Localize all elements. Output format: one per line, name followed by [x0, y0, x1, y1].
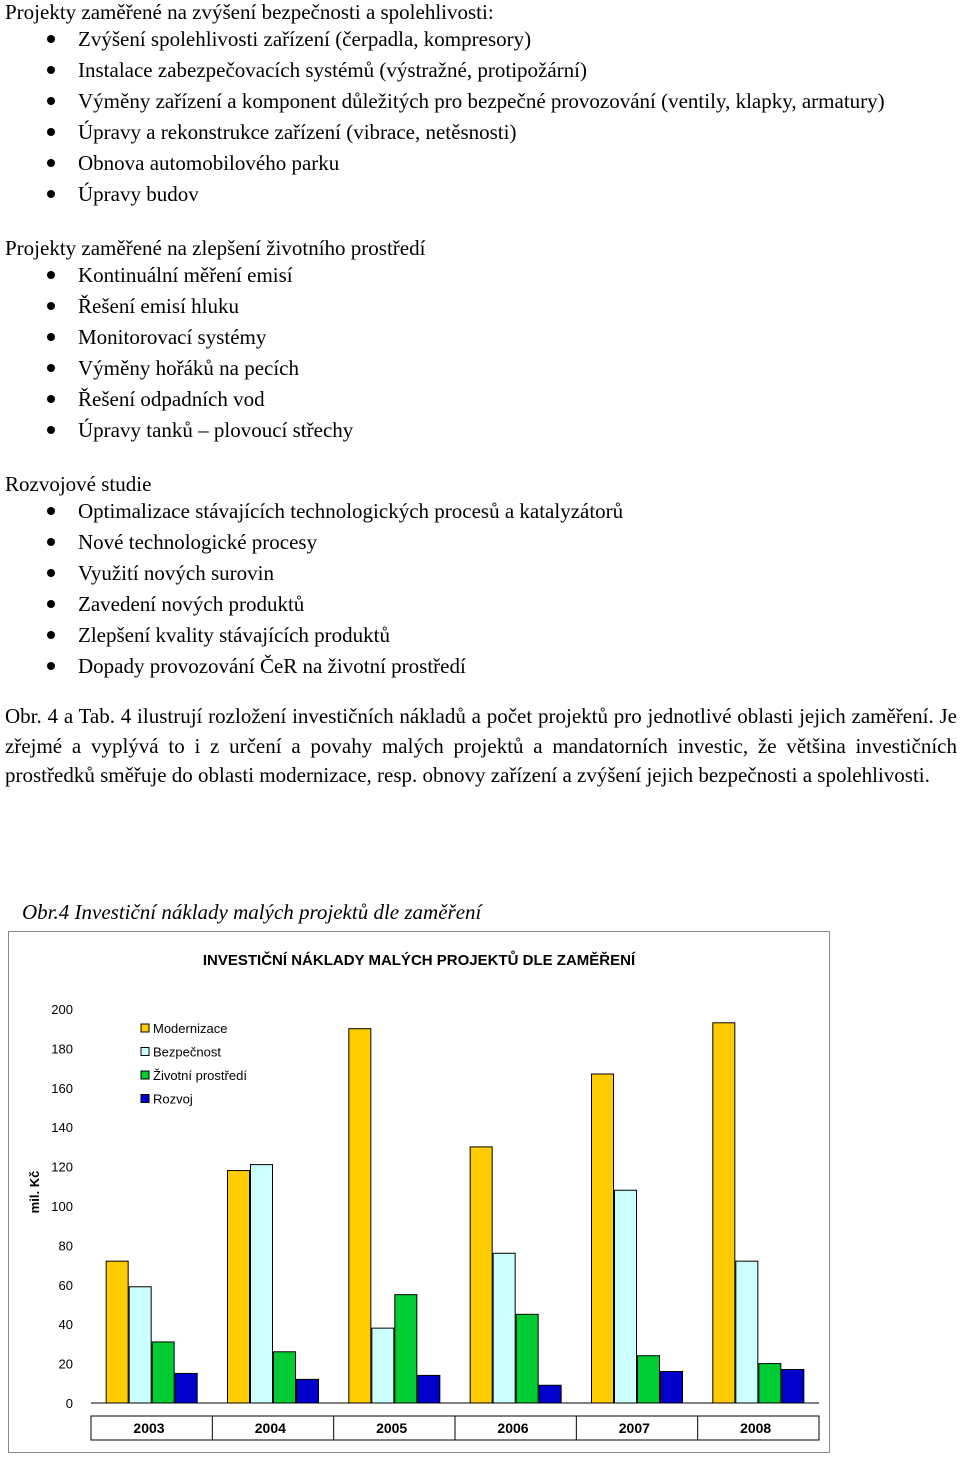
bullet-item: Zavedení nových produktů [5, 589, 957, 620]
bullet-item: Obnova automobilového parku [5, 148, 957, 179]
bar-rozvoj [782, 1370, 804, 1403]
bar-modernizace [349, 1029, 371, 1403]
y-tick-label: 160 [51, 1080, 73, 1096]
bar-bezpe-nost [251, 1165, 273, 1403]
y-tick-label: 200 [51, 1002, 73, 1017]
bullet-item: Úpravy tanků – plovoucí střechy [5, 415, 957, 446]
sections [5, 0, 957, 702]
bullet-item: Dopady provozování ČeR na životní prostředí [5, 651, 957, 682]
y-tick-label: 120 [51, 1159, 73, 1175]
bar--ivotn-prost-ed- [152, 1342, 174, 1403]
bar-rozvoj [175, 1373, 197, 1403]
section-gap [5, 446, 957, 472]
bullet-list [5, 496, 957, 682]
section-heading: Rozvojové studie [5, 472, 152, 496]
bullet-item: Výměny zařízení a komponent důležitých pro bezpečné provozování (ventily, klapky, armatury) [5, 86, 957, 117]
bar--ivotn-prost-ed- [759, 1364, 781, 1403]
investment-chart [9, 932, 829, 1452]
y-tick-label: 40 [58, 1317, 73, 1333]
legend-swatch [141, 1024, 149, 1032]
x-tick-label: 2006 [497, 1420, 529, 1436]
bar-rozvoj [297, 1379, 319, 1403]
chart-title: INVESTIČNÍ NÁKLADY MALÝCH PROJEKTŮ DLE ZAMĚŘENÍ [202, 952, 636, 969]
figure-caption: Obr.4 Investiční náklady malých projektů dle zaměření [22, 900, 482, 924]
bullet-item: Úpravy a rekonstrukce zařízení (vibrace, netěsnosti) [5, 117, 957, 148]
y-tick-label: 60 [58, 1277, 73, 1293]
bar-rozvoj [539, 1385, 561, 1403]
legend-label: Bezpečnost [153, 1044, 221, 1060]
bar--ivotn-prost-ed- [638, 1356, 660, 1403]
bullet-item: Řešení emisí hluku [5, 291, 957, 322]
bar-rozvoj [661, 1371, 683, 1403]
legend-label: Rozvoj [153, 1091, 193, 1107]
bar-modernizace [713, 1023, 735, 1403]
bullet-item: Kontinuální měření emisí [5, 260, 957, 291]
document [5, 0, 957, 791]
legend-swatch [141, 1048, 149, 1056]
bullet-item: Výměny hořáků na pecích [5, 353, 957, 384]
bar-modernizace [228, 1171, 250, 1403]
bullet-item: Využití nových surovin [5, 558, 957, 589]
legend-label: Modernizace [153, 1021, 228, 1036]
x-tick-label: 2004 [254, 1420, 286, 1436]
bullet-item: Optimalizace stávajících technologických procesů a katalyzátorů [5, 496, 957, 527]
bar-bezpe-nost [129, 1287, 151, 1403]
bullet-item: Úpravy budov [5, 179, 957, 210]
bar-modernizace [106, 1261, 128, 1403]
bullet-item: Zvýšení spolehlivosti zařízení (čerpadla, kompresory) [5, 24, 957, 55]
bullet-item: Instalace zabezpečovacích systémů (výstražné, protipožární) [5, 55, 957, 86]
y-tick-label: 180 [51, 1041, 73, 1057]
bullet-list [5, 260, 957, 446]
bar-modernizace [592, 1074, 614, 1403]
bar-modernizace [470, 1147, 492, 1403]
bar--ivotn-prost-ed- [274, 1352, 296, 1403]
y-tick-label: 80 [58, 1238, 73, 1254]
bar-bezpe-nost [493, 1253, 515, 1403]
bullet-list [5, 24, 957, 210]
y-tick-label: 0 [65, 1396, 73, 1411]
y-tick-label: 140 [51, 1120, 73, 1136]
legend-label: Životní prostředí [153, 1068, 247, 1083]
section-gap [5, 210, 957, 236]
legend-swatch [141, 1071, 149, 1079]
bullet-item: Monitorovací systémy [5, 322, 957, 353]
bar--ivotn-prost-ed- [395, 1295, 417, 1403]
section-gap [5, 682, 957, 702]
section-heading: Projekty zaměřené na zlepšení životního prostředí [5, 236, 426, 260]
x-tick-label: 2007 [618, 1420, 650, 1436]
bar-bezpe-nost [736, 1261, 758, 1403]
body-paragraph: Obr. 4 a Tab. 4 ilustrují rozložení investičních nákladů a počet projektů pro jednotlivé oblasti jejich zaměření. Je zřejmé a vyplývá to i z určení a povahy malých projektů a mandatorních investic, že většina investičních prostředků směřuje do oblasti modernizace, resp. obnovy zařízení a zvýšení jejich bezpečnosti a spolehlivosti. [5, 704, 957, 787]
bar-rozvoj [418, 1375, 440, 1403]
bullet-item: Zlepšení kvality stávajících produktů [5, 620, 957, 651]
y-tick-label: 100 [51, 1199, 73, 1214]
bar-bezpe-nost [372, 1328, 394, 1403]
chart-frame [8, 931, 830, 1453]
y-axis-label: mil. Kč [27, 1170, 42, 1214]
x-tick-label: 2005 [376, 1420, 408, 1436]
y-tick-label: 20 [58, 1356, 73, 1372]
section-heading: Projekty zaměřené na zvýšení bezpečnosti a spolehlivosti: [5, 0, 494, 24]
bullet-item: Nové technologické procesy [5, 527, 957, 558]
x-tick-label: 2008 [740, 1420, 772, 1436]
legend-swatch [141, 1095, 149, 1103]
x-tick-label: 2003 [133, 1420, 165, 1436]
bar-bezpe-nost [615, 1190, 637, 1403]
bar--ivotn-prost-ed- [516, 1314, 538, 1403]
bullet-item: Řešení odpadních vod [5, 384, 957, 415]
